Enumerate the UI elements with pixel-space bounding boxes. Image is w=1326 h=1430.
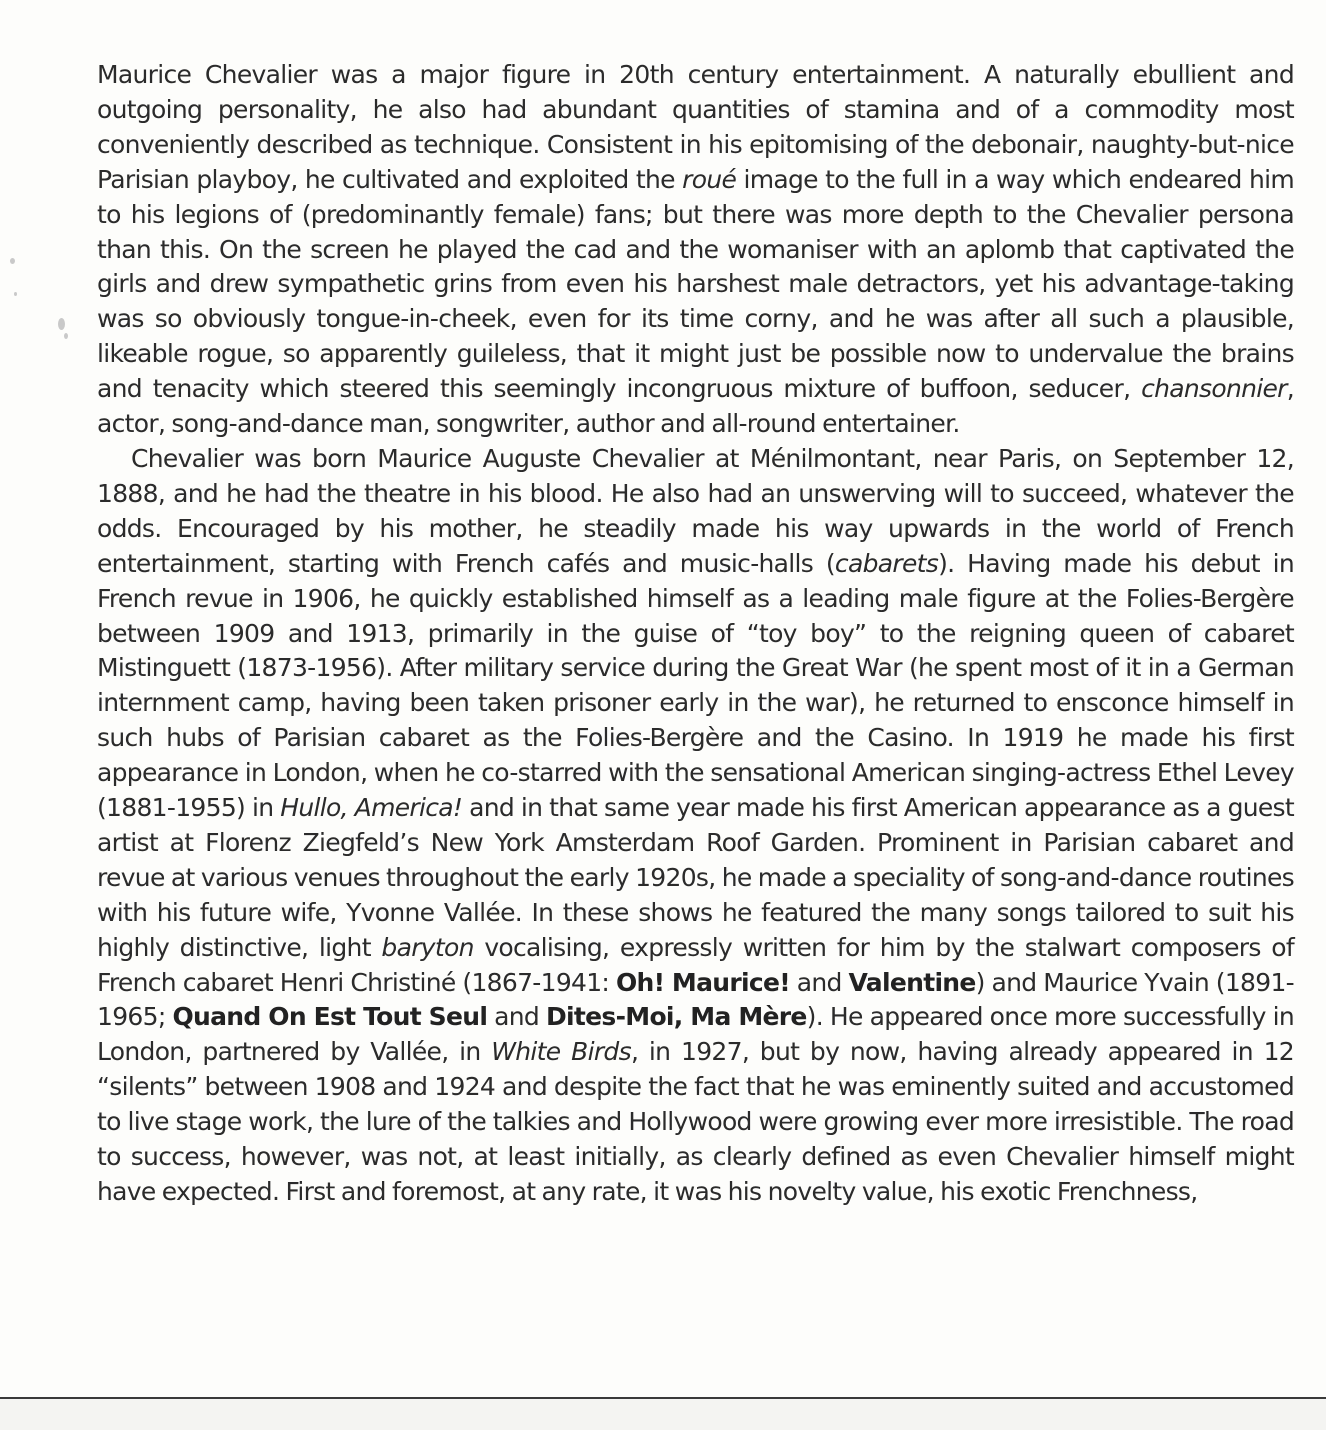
song-title: Dites-Moi, Ma Mère bbox=[546, 1002, 807, 1032]
paper-speck bbox=[14, 292, 17, 296]
text-run: and bbox=[789, 967, 849, 997]
song-title: Valentine bbox=[848, 967, 976, 997]
text-run: ). He appeared once more successfully in London, partnered by Vallée, in bbox=[97, 1002, 1294, 1067]
text-run: , actor, song-and-dance man, songwriter, author and all-round entertainer. bbox=[97, 374, 1294, 439]
text-run: ) and Maurice Yvain (1891-1965; bbox=[97, 967, 1294, 1032]
italic-term: cabarets bbox=[834, 548, 939, 578]
text-run: and in that same year made his first American appearance as a guest artist at Florenz Ziegfeld’s New York Amsterdam Roof Garden. Prominent in Parisian cabaret and revue at various venues throughout the early 1920s, he made a speciality of song-and-dance routines with his future wife, Yvonne Vallée. In these shows he featured the many songs tailored to suit his highly distinctive, light bbox=[97, 793, 1294, 962]
text-run: ). Having made his debut in French revue in 1906, he quickly established himself as a leading male figure at the Folies-Bergère between 1909 and 1913, primarily in the guise of “toy boy” to the reigning queen of cabaret Mistinguett (1873-1956). After military service during the Great War (he spent most of it in a German internment camp, having been taken prisoner early in the war), he returned to ensconce himself in such hubs of Parisian cabaret as the Folies-Bergère and the Casino. In 1919 he made his first appearance in London, when he co-starred with the sensational American singing-actress Ethel Levey (1881-1955) in bbox=[97, 548, 1294, 823]
text-run: Maurice Chevalier was a major figure in 20th century entertainment. A naturally ebullient and outgoing personality, he also had abundant quantities of stamina and of a commodity most conveniently described as technique. Consistent in his epitomising of the debonair, naughty-but-nice Parisian playboy, he cultivated and exploited the bbox=[97, 60, 1294, 194]
paper-speck bbox=[64, 333, 68, 339]
song-title: Quand On Est Tout Seul bbox=[172, 1002, 488, 1032]
paragraph-intro bbox=[97, 58, 1294, 442]
text-run: image to the full in a way which endeared him to his legions of (predominantly female) fans; but there was more depth to the Chevalier persona than this. On the screen he played the cad and the womaniser with an aplomb that captivated the girls and drew sympathetic grins from even his harshest male detractors, yet his advantage-taking was so obviously tongue-in-cheek, even for its time corny, and he was after all such a plausible, likeable rogue, so apparently guileless, that it might just be possible now to undervalue the brains and tenacity which steered this seemingly incongruous mixture of buffoon, seducer, bbox=[97, 164, 1295, 404]
text-run: vocalising, expressly written for him by the stalwart composers of French cabaret Henri Christiné (1867-1941: bbox=[97, 932, 1294, 997]
text-run: Chevalier was born Maurice Auguste Chevalier at Ménilmontant, near Paris, on September 12, 1888, and he had the theatre in his blood. He also had an unswerving will to succeed, whatever the odds. Encouraged by his mother, he steadily made his way upwards in the world of French entertainment, starting with French cafés and music-halls ( bbox=[97, 443, 1294, 578]
paragraph-biography bbox=[97, 442, 1294, 1210]
italic-term: baryton bbox=[381, 932, 474, 962]
page-bottom-strip bbox=[0, 1399, 1326, 1430]
italic-term: chansonnier bbox=[1141, 374, 1287, 404]
italic-term: roué bbox=[682, 164, 737, 194]
text-run: , in 1927, but by now, having already appeared in 12 “silents” between 1908 and 1924 and despite the fact that he was eminently suited and accustomed to live stage work, the lure of the talkies and Hollywood were growing ever more irresistible. The road to success, however, was not, at least initially, as clearly defined as even Chevalier himself might have expected. First and foremost, at any rate, it was his novelty value, his exotic Frenchness, bbox=[97, 1037, 1294, 1206]
italic-term: Hullo, America! bbox=[280, 793, 463, 823]
page-body bbox=[97, 58, 1294, 1210]
text-run: and bbox=[487, 1002, 546, 1032]
paper-speck bbox=[58, 318, 65, 330]
song-title: Oh! Maurice! bbox=[615, 967, 790, 997]
italic-term: White Birds bbox=[491, 1037, 631, 1067]
paper-speck bbox=[10, 258, 15, 264]
